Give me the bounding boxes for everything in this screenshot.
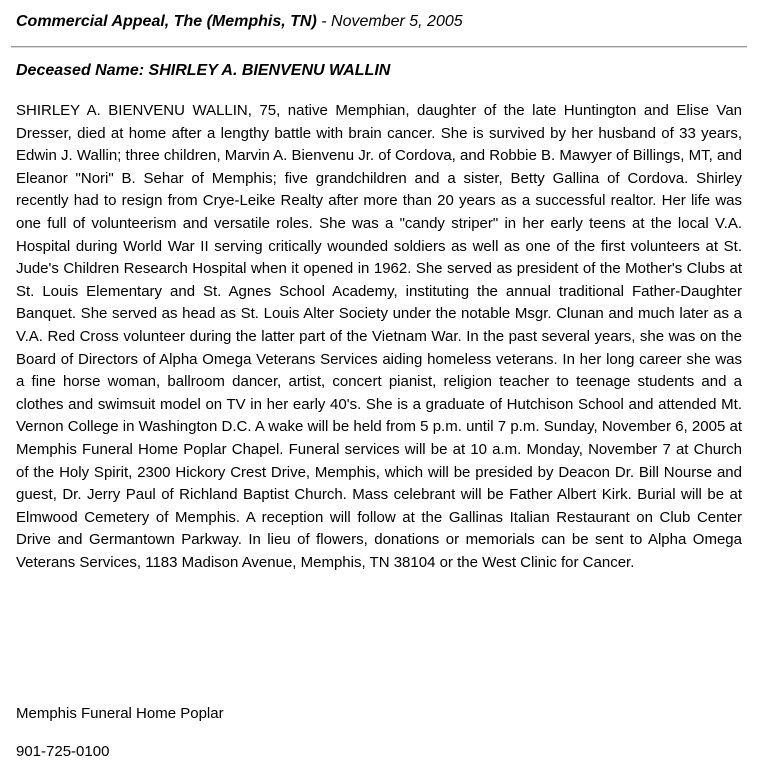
funeral-home-phone: 901-725-0100 <box>16 743 110 760</box>
funeral-home-name: Memphis Funeral Home Poplar <box>16 705 224 722</box>
obituary-text: SHIRLEY A. BIENVENU WALLIN, 75, native Memphian, daughter of the late Huntington and Elise Van Dresser, died at home after a lengthy battle with brain cancer. She is survived by her husband of 33 years, Edwin J. Wallin; three children, Marvin A. Bienvenu Jr. of Cordova, and Robbie B. Mawyer of Billings, MT, and Eleanor "Nori" B. Sehar of Memphis; five grandchildren and a sister, Betty Gallina of Cordova. Shirley recently had to resign from Crye-Leike Realty after more than 20 years as a successful realtor. Her life was one full of volunteerism and versatile roles. She was a "candy striper" in her early teens at the local V.A. Hospital during World War II serving critically wounded soldiers as well as one of the first volunteers at St. Jude's Children Research Hospital when it opened in 1962. She served as president of the Mother's Clubs at St. Louis Elementary and St. Agnes School Academy, instituting the annual traditional Father-Daughter Banquet. She served as head as St. Louis Alter Society under the notable Msgr. Clunan and much later as a V.A. Red Cross volunteer during the latter part of the Vietnam War. In the past several years, she was on the Board of Directors of Alpha Omega Veterans Services aiding homeless veterans. In her long career she was a fine horse woman, ballroom dancer, artist, concert pianist, religion teacher to teenage students and a clothes and swimsuit model on TV in her early 40's. She is a graduate of Hutchison School and attended Mt. Vernon College in Washington D.C. A wake will be held from 5 p.m. until 7 p.m. Sunday, November 6, 2005 at Memphis Funeral Home Poplar Chapel. Funeral services will be at 10 a.m. Monday, November 7 at Church of the Holy Spirit, 2300 Hickory Crest Drive, Memphis, which will be presided by Deacon Dr. Bill Nourse and guest, Dr. Jerry Paul of Richland Baptist Church. Mass celebrant will be Father Albert Kirk. Burial will be at Elmwood Cemetery of Memphis. A reception will follow at the Gallinas Italian Restaurant on Club Center Drive and Germantown Parkway. In lieu of flowers, donations or memorials can be sent to Alpha Omega Veterans Services, 1183 Madison Avenue, Memphis, TN 38104 or the West Clinic for Cancer. <box>16 102 742 571</box>
article-header <box>16 13 463 31</box>
header-separator: - <box>316 13 332 30</box>
deceased-name-heading: Deceased Name: SHIRLEY A. BIENVENU WALLIN <box>16 62 391 79</box>
header-divider <box>11 46 747 48</box>
publication-date: November 5, 2005 <box>331 13 463 30</box>
newspaper-source: Commercial Appeal, The (Memphis, TN) <box>16 13 317 30</box>
